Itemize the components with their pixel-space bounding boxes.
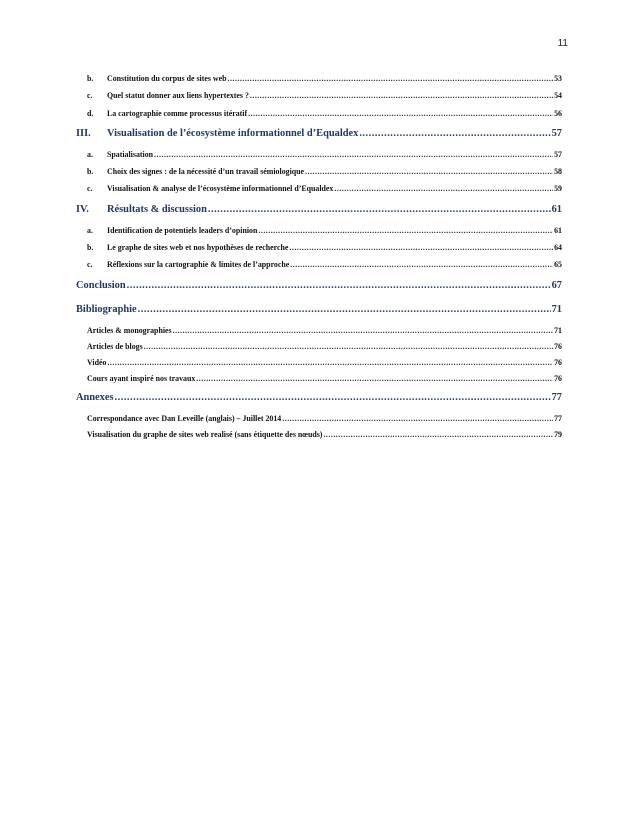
- toc-entry-letter: d.: [87, 108, 94, 118]
- toc-section-number: III.: [76, 127, 91, 139]
- dot-leader: [144, 342, 553, 351]
- dot-leader: [359, 128, 550, 139]
- toc-entry[interactable]: [76, 430, 562, 446]
- toc-entry[interactable]: [76, 374, 562, 390]
- toc-section-4[interactable]: [76, 204, 562, 226]
- toc-section-number: IV.: [76, 203, 89, 215]
- toc-entry-title: Identification de potentiels leaders d’opinion: [107, 225, 258, 235]
- toc-entry-page: 53: [554, 74, 562, 83]
- dot-leader: [334, 184, 553, 193]
- toc-section-page: 57: [551, 127, 562, 139]
- toc-entry-letter: b.: [87, 243, 94, 253]
- toc-entry[interactable]: [76, 342, 562, 358]
- toc-entry-letter: a.: [87, 149, 93, 159]
- toc-entry-title: Correspondance avec Dan Leveille (anglais) – Juillet 2014: [87, 413, 282, 423]
- dot-leader: [323, 430, 553, 439]
- toc-entry-page: 65: [554, 260, 562, 270]
- dot-leader: [196, 374, 553, 383]
- toc-entry-title: Spatialisation: [107, 149, 154, 159]
- dot-leader: [258, 226, 553, 235]
- toc-entry-title: Constitution du corpus de sites web: [107, 74, 227, 83]
- toc-entry[interactable]: [76, 74, 562, 91]
- toc-bibliographie-title: Bibliographie: [76, 303, 137, 315]
- dot-leader: [290, 260, 553, 269]
- dot-leader: [227, 74, 553, 83]
- toc-section-title: Visualisation de l’écosystème informationnel d’Equaldex: [107, 127, 359, 139]
- dot-leader: [282, 414, 553, 423]
- toc-entry-title: Cours ayant inspiré nos travaux: [87, 373, 196, 383]
- toc-entry-letter: c.: [87, 91, 93, 101]
- toc-conclusion-page: 67: [551, 279, 562, 291]
- toc-entry-page: 77: [554, 413, 562, 423]
- toc-annexes-page: 77: [551, 391, 562, 403]
- dot-leader: [173, 326, 554, 335]
- toc-entry-page: 76: [554, 341, 562, 351]
- toc-conclusion-title: Conclusion: [76, 279, 126, 291]
- toc-entry[interactable]: [76, 226, 562, 243]
- toc-entry-letter: c.: [87, 184, 93, 194]
- toc-entry-page: 64: [554, 243, 562, 253]
- dot-leader: [289, 243, 553, 252]
- toc-entry[interactable]: [76, 109, 562, 126]
- toc-entry-title: Articles & monographies: [87, 325, 172, 335]
- toc-entry-title: Choix des signes : de la nécessité d’un travail sémiologique: [107, 167, 305, 177]
- toc-entry-title: Articles de blogs: [87, 341, 143, 351]
- dot-leader: [154, 150, 553, 159]
- toc-entry-letter: b.: [87, 74, 94, 83]
- toc-entry-page: 61: [554, 225, 562, 235]
- dot-leader: [208, 204, 551, 215]
- toc-entry-title: La cartographie comme processus itératif: [107, 108, 248, 118]
- toc-entry[interactable]: [76, 326, 562, 342]
- dot-leader: [138, 304, 551, 315]
- toc-section-title: Résultats & discussion: [107, 203, 207, 215]
- toc-section-3[interactable]: [76, 128, 562, 150]
- toc-entry-page: 71: [554, 325, 562, 335]
- toc-entry-page: 56: [554, 108, 562, 118]
- toc-conclusion[interactable]: [76, 280, 562, 302]
- toc-entry[interactable]: [76, 260, 562, 277]
- toc-entry-page: 79: [554, 429, 562, 439]
- toc-entry-page: 59: [554, 184, 562, 194]
- toc-entry-page: 57: [554, 149, 562, 159]
- toc-entry[interactable]: [76, 358, 562, 374]
- dot-leader: [115, 392, 551, 403]
- toc-entry-title: Visualisation & analyse de l’écosystème informationnel d’Equaldex: [107, 184, 334, 194]
- dot-leader: [248, 109, 553, 118]
- toc-entry-page: 54: [554, 91, 562, 101]
- dot-leader: [107, 358, 553, 367]
- toc-entry-title: Réflexions sur la cartographie & limites de l’approche: [107, 260, 290, 270]
- toc-entry-title: Le graphe de sites web et nos hypothèses de recherche: [107, 243, 289, 253]
- toc-bibliographie[interactable]: [76, 304, 562, 326]
- dot-leader: [250, 91, 553, 100]
- toc-entry[interactable]: [76, 184, 562, 201]
- toc-annexes[interactable]: [76, 392, 562, 414]
- toc-entry-letter: c.: [87, 260, 93, 270]
- toc-entry-title: Vidéo: [87, 357, 107, 367]
- toc-entry[interactable]: [76, 414, 562, 430]
- toc-entry-page: 76: [554, 357, 562, 367]
- page-number: 11: [557, 38, 568, 49]
- toc-entry-page: 58: [554, 167, 562, 177]
- toc-annexes-title: Annexes: [76, 391, 114, 403]
- toc-entry[interactable]: [76, 91, 562, 108]
- toc-entry[interactable]: [76, 243, 562, 260]
- dot-leader: [305, 167, 553, 176]
- table-of-contents: [76, 74, 562, 446]
- toc-entry[interactable]: [76, 150, 562, 167]
- toc-entry-title: Quel statut donner aux liens hypertextes ?: [107, 91, 249, 101]
- toc-section-page: 61: [551, 203, 562, 215]
- toc-entry[interactable]: [76, 167, 562, 184]
- toc-entry-title: Visualisation du graphe de sites web realisé (sans étiquette des nœuds): [87, 429, 323, 439]
- toc-entry-letter: a.: [87, 225, 93, 235]
- toc-entry-page: 76: [554, 373, 562, 383]
- toc-entry-letter: b.: [87, 167, 94, 177]
- toc-bibliographie-page: 71: [551, 303, 562, 315]
- dot-leader: [127, 280, 551, 291]
